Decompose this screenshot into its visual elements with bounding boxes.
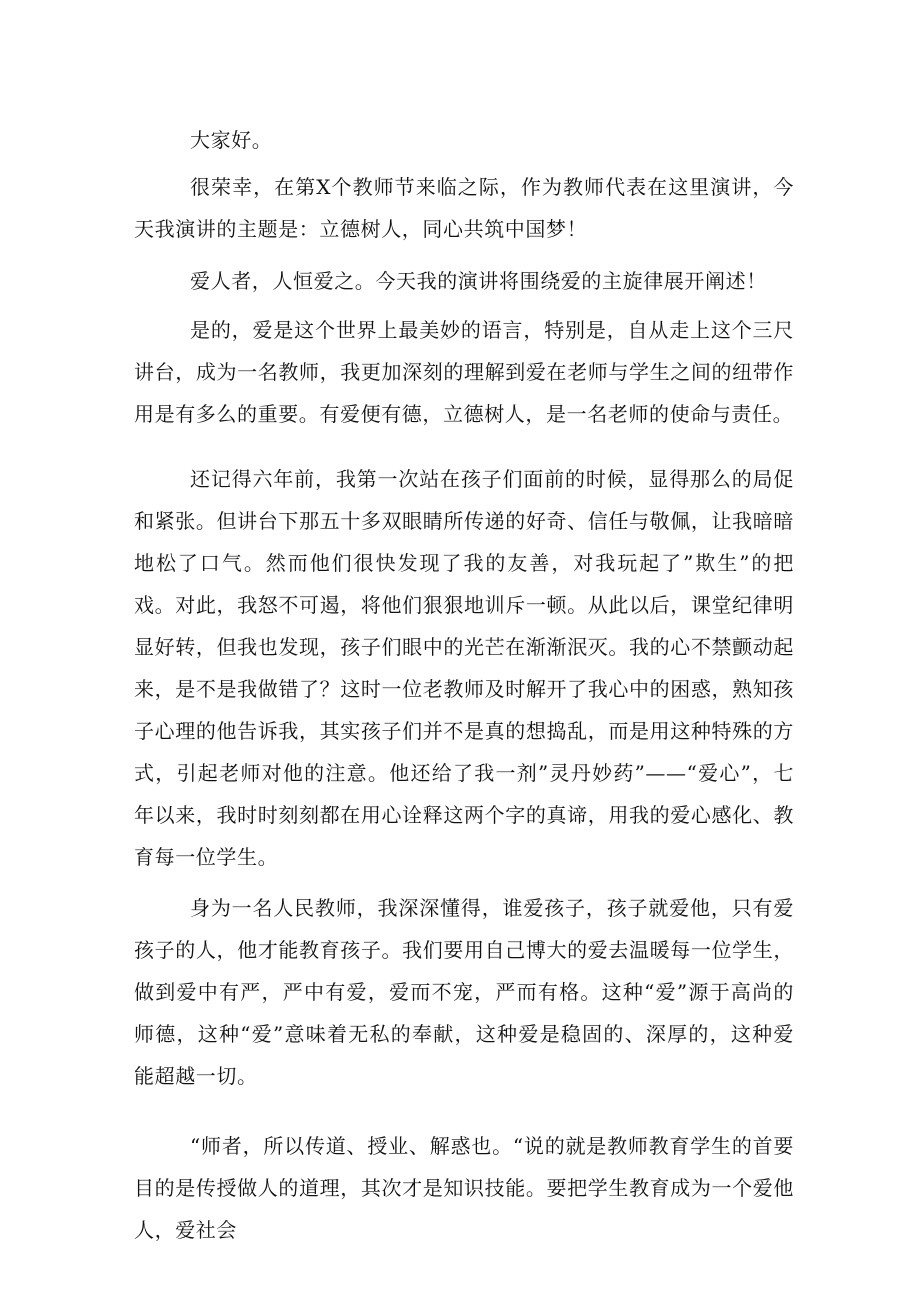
paragraph-intro: 很荣幸，在第X个教师节来临之际，作为教师代表在这里演讲，今天我演讲的主题是：立德树人，同心共筑中国梦！ (134, 175, 794, 241)
paragraph-teacher-mission: 是的，爱是这个世界上最美妙的语言，特别是，自从走上这个三尺讲台，成为一名教师，我更加深刻的理解到爱在老师与学生之间的纽带作用是有多么的重要。有爱便有德，立德树人，是一名老师的使命与责任。 (134, 318, 794, 426)
paragraph-greeting: 大家好。 (190, 128, 273, 152)
paragraph-memory: 还记得六年前，我第一次站在孩子们面前的时候，显得那么的局促和紧张。但讲台下那五十多双眼睛所传递的好奇、信任与敬佩，让我暗暗地松了口气。然而他们很快发现了我的友善，对我玩起了”欺生”的把戏。对此，我怒不可遏，将他们狠狠地训斥一顿。从此以后，课堂纪律明显好转，但我也发现，孩子们眼中的光芒在渐渐泯灭。我的心不禁颤动起来，是不是我做错了？这时一位老教师及时解开了我心中的困惑，熟知孩子心理的他告诉我，其实孩子们并不是真的想捣乱，而是用这种特殊的方式，引起老师对他的注意。他还给了我一剂”灵丹妙药”——“爱心”，七年以来，我时时刻刻都在用心诠释这两个字的真谛，用我的爱心感化、教育每一位学生。 (134, 467, 794, 869)
paragraph-love-theme: 爱人者，人恒爱之。今天我的演讲将围绕爱的主旋律展开阐述！ (190, 269, 767, 293)
paragraph-people-teacher: 身为一名人民教师，我深深懂得，谁爱孩子，孩子就爱他，只有爱孩子的人，他才能教育孩子。我们要用自己博大的爱去温暖每一位学生，做到爱中有严，严中有爱，爱而不宠，严而有格。这种“爱”源于高尚的师德，这种“爱”意味着无私的奉献，这种爱是稳固的、深厚的，这种爱能超越一切。 (134, 896, 794, 1088)
paragraph-teacher-duty: “师者，所以传道、授业、解惑也。“说的就是教师教育学生的首要目的是传授做人的道理，其次才是知识技能。要把学生教育成为一个爱他人，爱社会 (134, 1134, 794, 1242)
